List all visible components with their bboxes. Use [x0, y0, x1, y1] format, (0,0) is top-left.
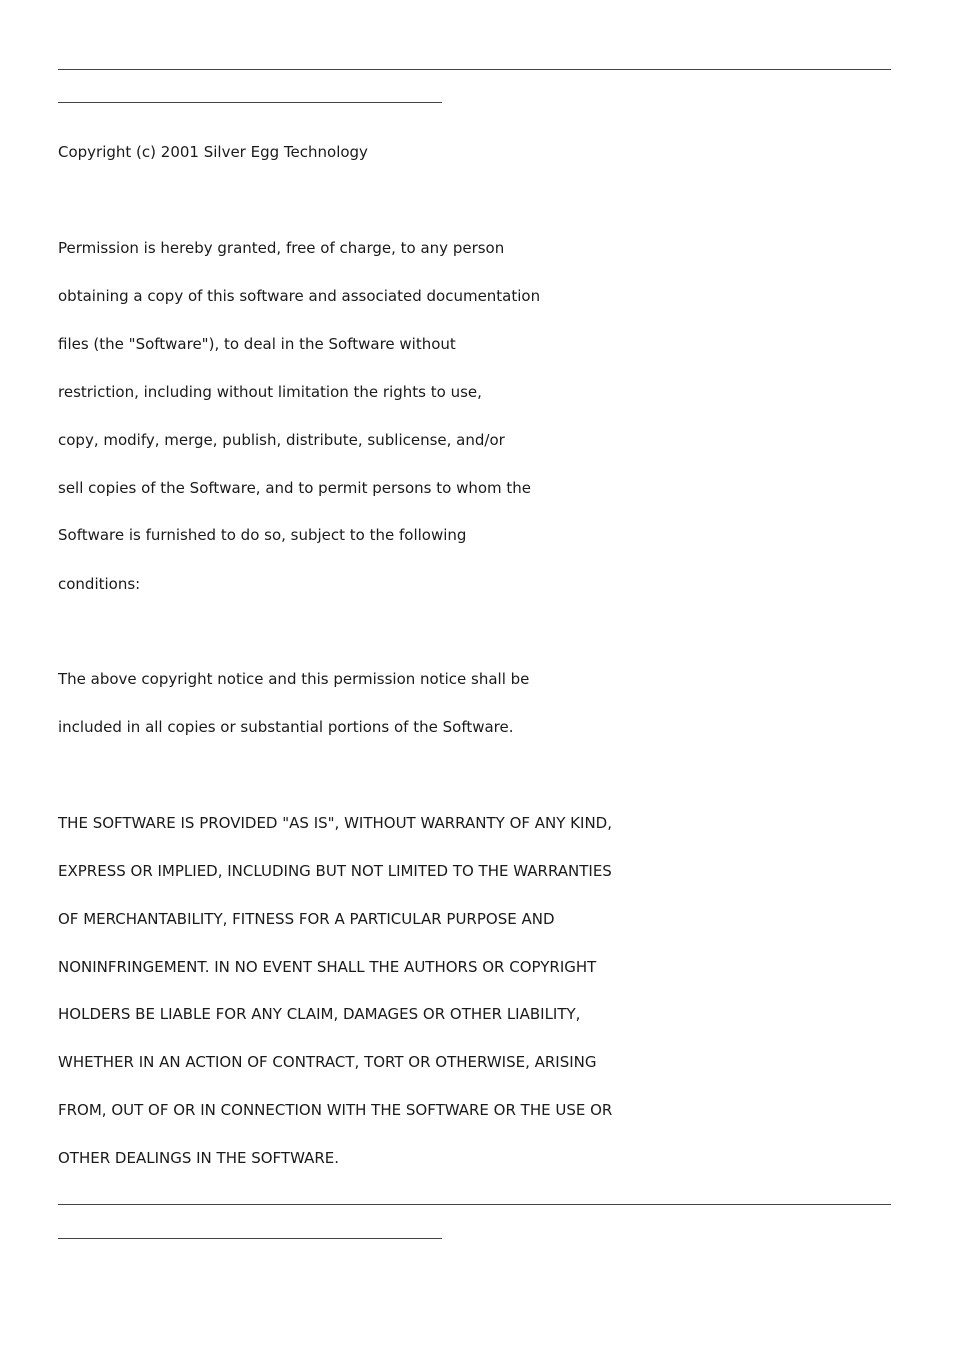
top-separator-long	[58, 69, 891, 70]
permission-line: sell copies of the Software, and to permit persons to whom the	[58, 479, 532, 497]
bottom-separator-long	[58, 1204, 891, 1205]
top-separator-short	[58, 102, 442, 103]
permission-line: Software is furnished to do so, subject to the following	[58, 526, 467, 544]
notice-line: The above copyright notice and this permission notice shall be	[58, 670, 530, 688]
warranty-line: OF MERCHANTABILITY, FITNESS FOR A PARTICULAR PURPOSE AND	[58, 910, 555, 928]
warranty-line: OTHER DEALINGS IN THE SOFTWARE.	[58, 1149, 340, 1167]
permission-line: conditions:	[58, 575, 141, 593]
warranty-line: WHETHER IN AN ACTION OF CONTRACT, TORT OR OTHERWISE, ARISING	[58, 1053, 597, 1071]
permission-line: copy, modify, merge, publish, distribute, sublicense, and/or	[58, 431, 505, 449]
bottom-separator-short	[58, 1238, 442, 1239]
permission-line: Permission is hereby granted, free of charge, to any person	[58, 239, 505, 257]
warranty-line: EXPRESS OR IMPLIED, INCLUDING BUT NOT LIMITED TO THE WARRANTIES	[58, 862, 612, 880]
notice-line: included in all copies or substantial portions of the Software.	[58, 718, 514, 736]
warranty-line: THE SOFTWARE IS PROVIDED "AS IS", WITHOUT WARRANTY OF ANY KIND,	[58, 814, 612, 832]
copyright-line: Copyright (c) 2001 Silver Egg Technology	[58, 143, 368, 161]
permission-line: restriction, including without limitation the rights to use,	[58, 383, 482, 401]
warranty-line: FROM, OUT OF OR IN CONNECTION WITH THE SOFTWARE OR THE USE OR	[58, 1101, 613, 1119]
permission-line: files (the "Software"), to deal in the Software without	[58, 335, 456, 353]
permission-line: obtaining a copy of this software and associated documentation	[58, 287, 541, 305]
warranty-line: NONINFRINGEMENT. IN NO EVENT SHALL THE AUTHORS OR COPYRIGHT	[58, 958, 597, 976]
warranty-line: HOLDERS BE LIABLE FOR ANY CLAIM, DAMAGES OR OTHER LIABILITY,	[58, 1005, 581, 1023]
